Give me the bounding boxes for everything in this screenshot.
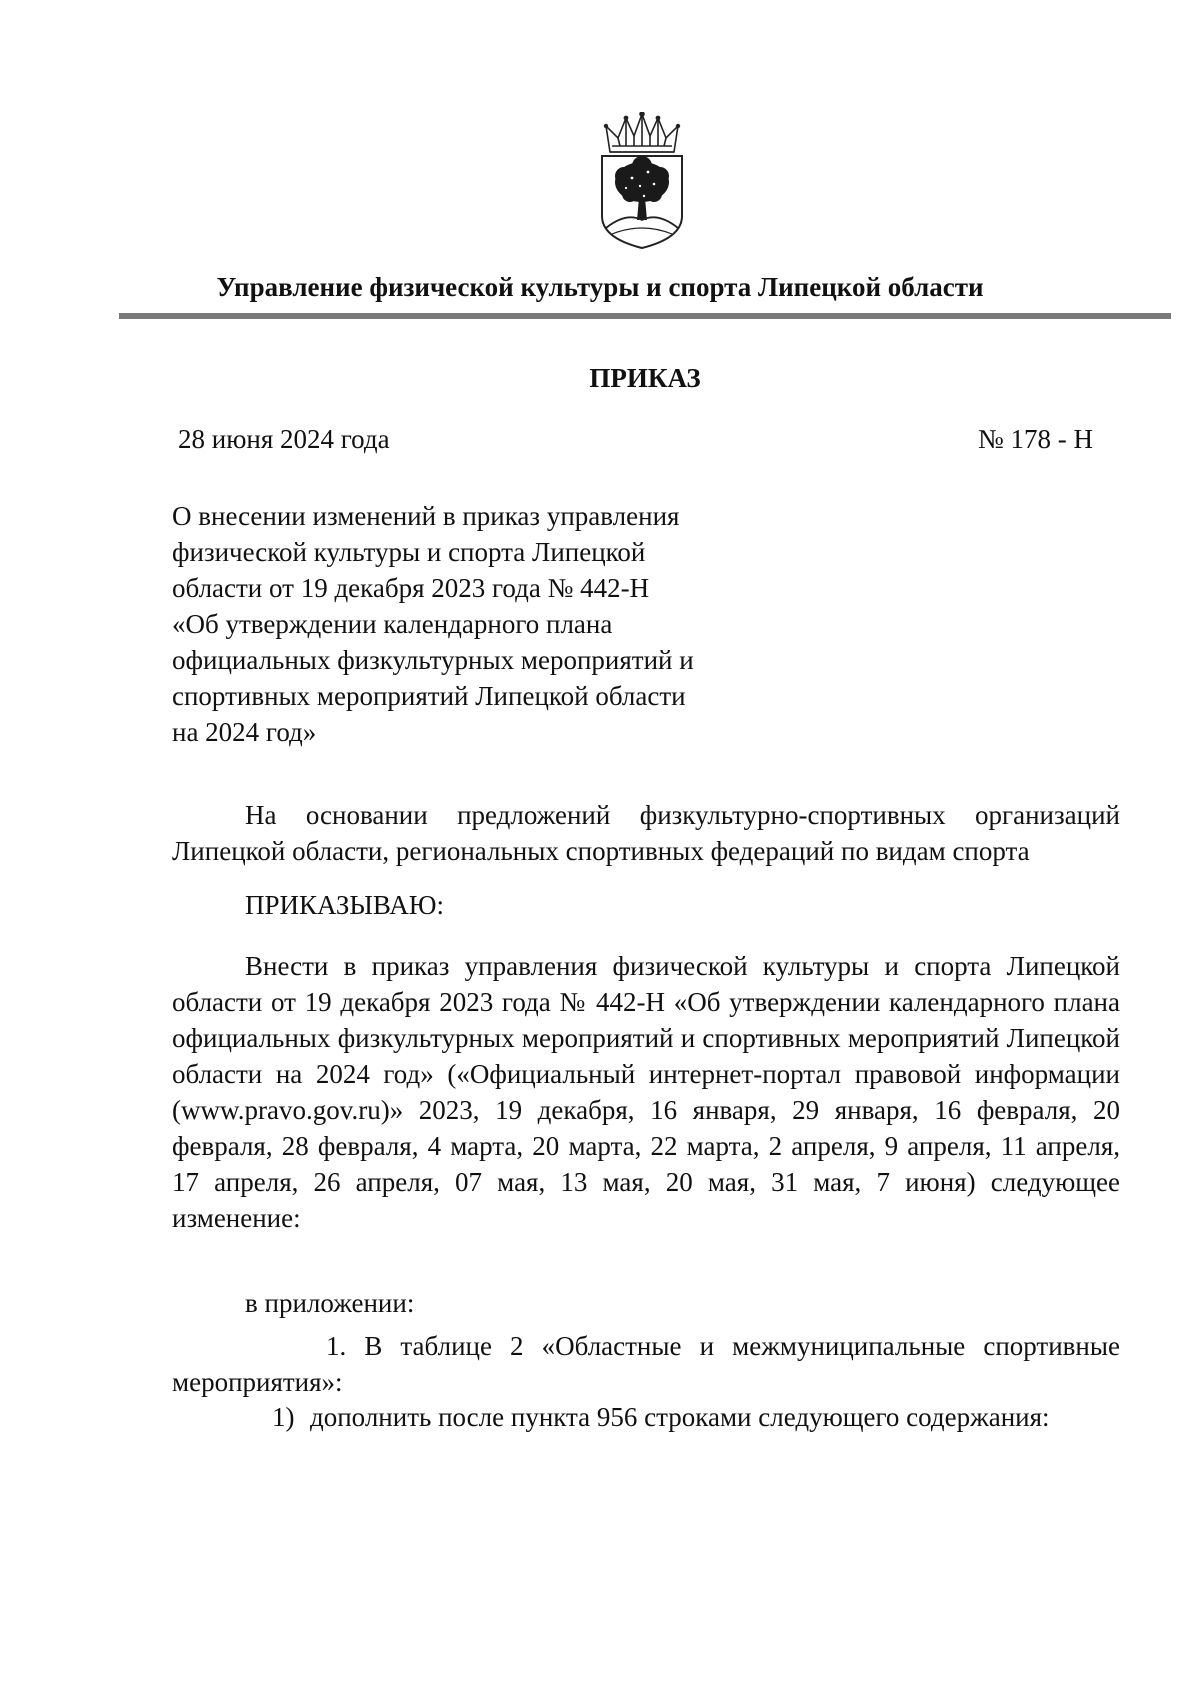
subitem-1-number: 1) (272, 1402, 295, 1432)
organization-name: Управление физической культуры и спорта Липецкой области (216, 272, 984, 302)
document-subject (172, 498, 732, 750)
basis-paragraph: На основании предложений физкультурно-спортивных организаций Липецкой области, региональных спортивных федераций по видам спорта (172, 800, 1120, 866)
subitem-1 (272, 1402, 1050, 1433)
subject-line: «Об утверждении календарного плана (172, 609, 613, 639)
document-date: 28 июня 2024 года (178, 424, 390, 454)
document-number: № 178 - Н (978, 424, 1094, 454)
header-rule (119, 313, 1171, 319)
item-1-paragraph: 1. В таблице 2 «Областные и межмуниципальные спортивные мероприятия»: (172, 1331, 1120, 1397)
appendix-intro: в приложении: (245, 1288, 415, 1318)
document-type: ПРИКАЗ (589, 363, 701, 393)
order-word: ПРИКАЗЫВАЮ: (245, 890, 444, 920)
main-paragraph: Внести в приказ управления физической культуры и спорта Липецкой области от 19 декабря 2023 года № 442-Н «Об утверждении календарного плана официальных физкультурных мероприятий и спортивных мероприятий Липецкой области на 2024 год» («Официальный интернет-портал правовой информации (www.pravo.gov.ru)» 2023, 19 декабря, 16 января, 29 января, 16 февраля, 20 февраля, 28 февраля, 4 марта, 20 марта, 22 марта, 2 апреля, 9 апреля, 11 апреля, 17 апреля, 26 апреля, 07 мая, 13 мая, 20 мая, 31 мая, 7 июня) следующее изменение: (172, 951, 1120, 1233)
lipetsk-coat-of-arms-icon (596, 112, 688, 250)
subject-line: спортивных мероприятий Липецкой области (172, 681, 686, 711)
subject-line: О внесении изменений в приказ управления (172, 501, 680, 531)
subject-line: физической культуры и спорта Липецкой (172, 537, 646, 567)
subject-line: на 2024 год» (172, 717, 317, 747)
subject-line: официальных физкультурных мероприятий и (172, 645, 694, 675)
subitem-1-text: дополнить после пункта 956 строками следующего содержания: (310, 1402, 1050, 1432)
subject-line: области от 19 декабря 2023 года № 442-Н (172, 573, 650, 603)
